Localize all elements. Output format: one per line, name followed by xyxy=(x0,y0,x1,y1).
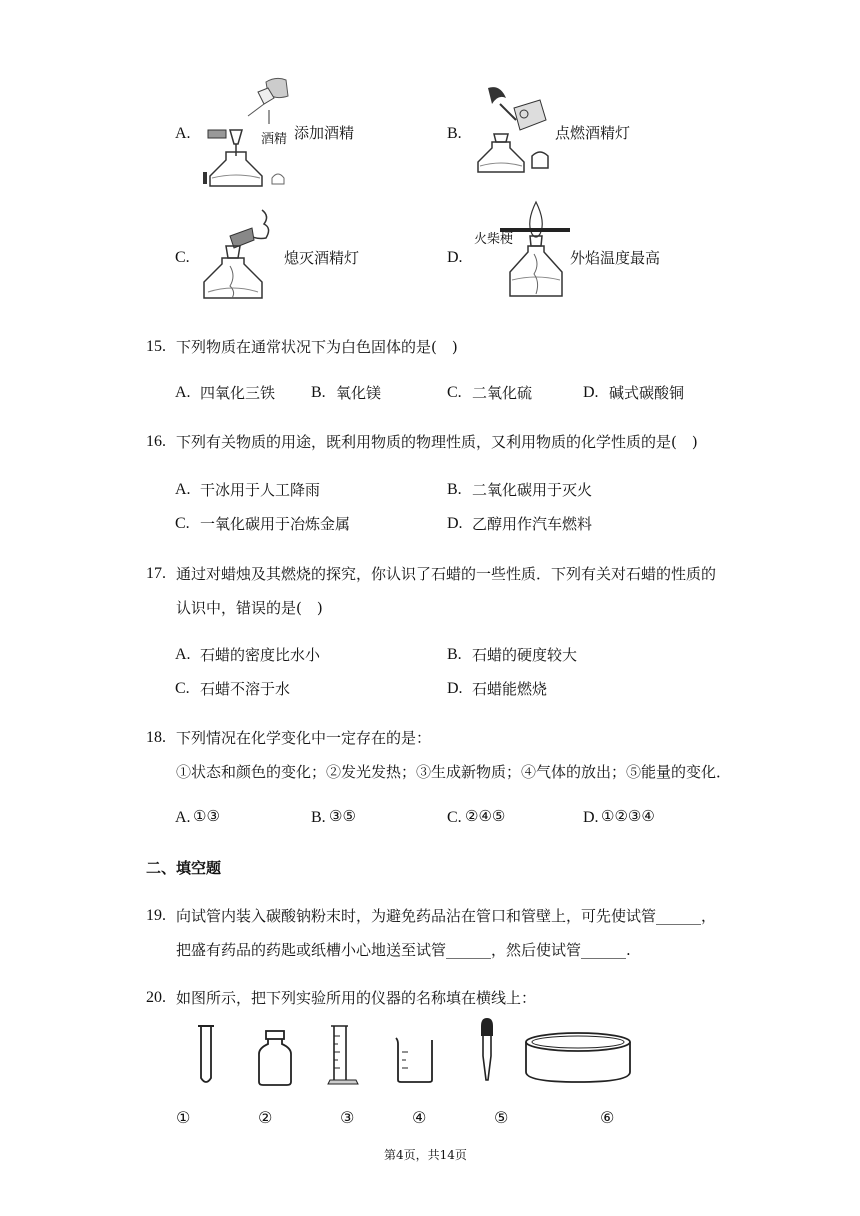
dropper-icon xyxy=(478,1016,496,1084)
option-letter: C. xyxy=(175,249,190,266)
question-text: 如图所示，把下列实验所用的仪器的名称填在横线上： xyxy=(176,989,537,1007)
option-text: 点燃酒精灯 xyxy=(555,124,631,142)
question-text-line1: 通过对蜡烛及其燃烧的探究，你认识了石蜡的一些性质．下列有关对石蜡的性质的 xyxy=(176,565,717,583)
apparatus-label-2: ② xyxy=(258,1108,273,1127)
option-letter: B. xyxy=(311,809,326,826)
question-number: 19. xyxy=(146,907,166,924)
option-text: ③⑤ xyxy=(329,807,356,825)
option-letter: C. xyxy=(447,384,462,401)
option-text: 外焰温度最高 xyxy=(570,249,661,267)
option-text: 干冰用于人工降雨 xyxy=(200,481,321,499)
reagent-bottle-icon xyxy=(257,1030,293,1086)
option-text: 碱式碳酸铜 xyxy=(609,384,685,402)
option-letter: C. xyxy=(447,809,462,826)
question-number: 15. xyxy=(146,338,166,355)
option-text: ②④⑤ xyxy=(465,807,506,825)
question-number: 20. xyxy=(146,989,166,1006)
option-text: 二氧化碳用于灭火 xyxy=(472,481,593,499)
apparatus-label-3: ③ xyxy=(340,1108,355,1127)
option-letter: D. xyxy=(447,249,463,266)
question-text-line1: 向试管内装入碳酸钠粉末时，为避免药品沾在管口和管壁上，可先使试管______， xyxy=(176,907,717,925)
option-letter: B. xyxy=(447,646,462,663)
apparatus-label-1: ① xyxy=(176,1108,191,1127)
question-text-line2: ①状态和颜色的变化；②发光发热；③生成新物质；④气体的放出；⑤能量的变化． xyxy=(176,763,732,781)
option-text: 熄灭酒精灯 xyxy=(284,249,360,267)
question-text: 下列有关物质的用途，既利用物质的物理性质，又利用物质的化学性质的是( ) xyxy=(176,433,698,451)
option-letter: C. xyxy=(175,515,190,532)
glass-trough-icon xyxy=(522,1030,634,1086)
match-stick-label: 火柴梗 xyxy=(474,232,514,247)
question-number: 16. xyxy=(146,433,166,450)
alcohol-label: 酒精 xyxy=(261,132,288,147)
section-heading: 二、填空题 xyxy=(146,859,222,877)
test-tube-icon xyxy=(196,1024,216,1088)
apparatus-label-4: ④ xyxy=(412,1108,427,1127)
option-text: 石蜡的密度比水小 xyxy=(200,646,321,664)
option-letter: D. xyxy=(583,384,599,401)
option-letter: D. xyxy=(447,515,463,532)
option-letter: A. xyxy=(175,125,191,142)
option-text: 一氧化碳用于冶炼金属 xyxy=(200,515,351,533)
option-letter: A. xyxy=(175,384,191,401)
apparatus-label-5: ⑤ xyxy=(494,1108,509,1127)
option-text: 石蜡不溶于水 xyxy=(200,680,291,698)
option-text: ①②③④ xyxy=(601,807,655,825)
option-letter: A. xyxy=(175,646,191,663)
question-text: 下列物质在通常状况下为白色固体的是( ) xyxy=(176,338,458,356)
option-text: 石蜡能燃烧 xyxy=(472,680,548,698)
option-letter: A. xyxy=(175,481,191,498)
question-number: 18. xyxy=(146,729,166,746)
option-letter: B. xyxy=(311,384,326,401)
option-text: ①③ xyxy=(193,807,220,825)
apparatus-label-6: ⑥ xyxy=(600,1108,615,1127)
extinguish-lamp-illustration xyxy=(200,206,284,310)
question-text-line2: 认识中，错误的是( ) xyxy=(176,599,323,617)
light-lamp-illustration xyxy=(470,84,554,180)
question-text-line2: 把盛有药品的药匙或纸槽小心地送至试管______，然后使试管______. xyxy=(176,941,631,959)
option-letter: D. xyxy=(583,809,599,826)
option-letter: B. xyxy=(447,481,462,498)
option-text: 二氧化硫 xyxy=(472,384,533,402)
option-text: 氧化镁 xyxy=(336,384,382,402)
option-text: 四氧化三铁 xyxy=(200,384,276,402)
option-letter: D. xyxy=(447,680,463,697)
option-letter: C. xyxy=(175,680,190,697)
outer-flame-illustration xyxy=(500,200,576,308)
question-text-line1: 下列情况在化学变化中一定存在的是： xyxy=(176,729,432,747)
beaker-icon xyxy=(394,1036,436,1084)
option-text: 乙醇用作汽车燃料 xyxy=(472,515,593,533)
option-letter: A. xyxy=(175,809,191,826)
option-text: 石蜡的硬度较大 xyxy=(472,646,578,664)
option-text: 添加酒精 xyxy=(294,124,355,142)
question-number: 17. xyxy=(146,565,166,582)
page-footer: 第4页，共14页 xyxy=(384,1148,467,1162)
option-letter: B. xyxy=(447,125,462,142)
graduated-cylinder-icon xyxy=(328,1024,360,1088)
